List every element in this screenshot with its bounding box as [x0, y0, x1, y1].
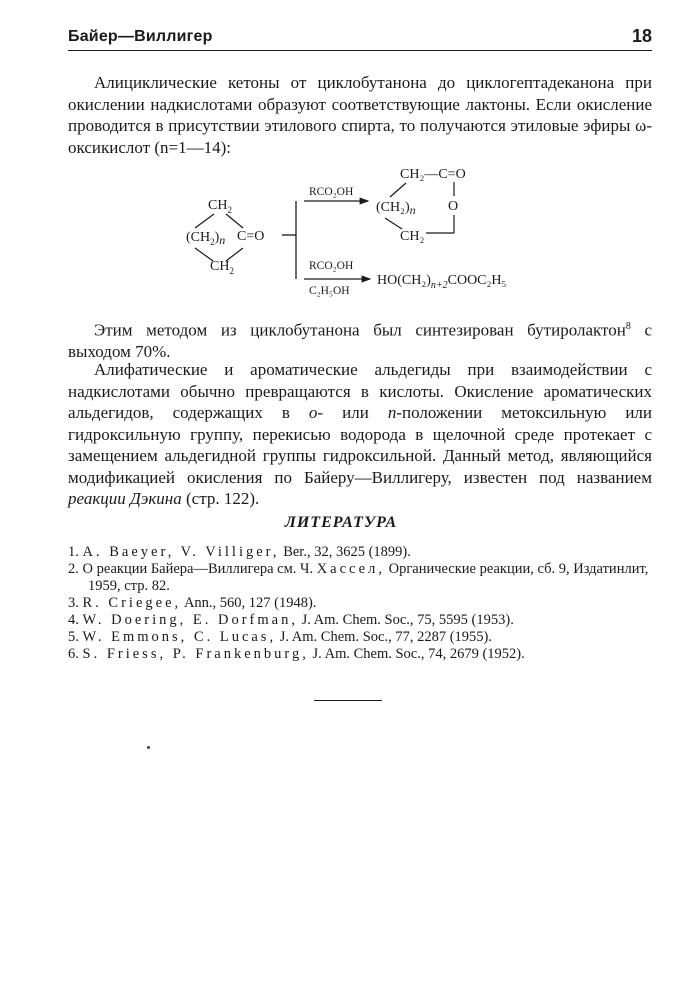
reference-item: 4. W. Doering, E. Dorfman, J. Am. Chem. Soc., 75, 5595 (1953).: [68, 612, 514, 628]
literature-heading: ЛИТЕРАТУРА: [284, 514, 398, 531]
reference-item: 1. A. Baeyer, V. Villiger, Ber., 32, 3625 (1899).: [68, 544, 411, 560]
reference-item: 2. О реакции Байера—Виллигера см. Ч. Хассел, Органические реакции, сб. 9, Издатинлит, 1959, стр. 82.: [68, 561, 649, 594]
end-rule: [314, 700, 382, 701]
reactant-cyclic-ketone: [186, 198, 264, 276]
reference-list: [68, 544, 658, 663]
paragraph-intro: Алициклические кетоны от циклобутанона до циклогептадеканона при окислении надкислотами образуют соответствующие лактоны. Если окисление проводится в присутствии этилового спирта, то получаются этиловые эфиры ω-оксикислот (n=1—14):: [68, 73, 652, 157]
bond-line: [385, 218, 402, 229]
lactone-oxygen: O: [448, 199, 459, 214]
lactone-top: CH₂—C=O: [400, 167, 466, 182]
reactant-bottom-ch2: $CH_2$: [210, 259, 234, 276]
reference-item: 5. W. Emmons, C. Lucas, J. Am. Chem. Soc., 77, 2287 (1955).: [68, 629, 492, 645]
reactant-top-ch2: $CH_2$: [208, 198, 232, 215]
footnote-ref: 8: [625, 321, 631, 332]
running-title: Байер—Виллигер: [68, 28, 213, 45]
lactone-ring-chain: (CH₂)n: [376, 200, 416, 217]
bond-line: [226, 214, 243, 228]
bond-line: [195, 214, 214, 228]
ester-product: $HO(CH_2)_{n+2}COOC_2H_5$: [377, 273, 507, 291]
reference-item: 6. S. Friess, P. Frankenburg, J. Am. Chem. Soc., 74, 2679 (1952).: [68, 646, 525, 662]
bond-line: [390, 183, 406, 197]
lactone-bottom: CH₂: [400, 229, 425, 244]
reagent-upper: RCO₂OH: [309, 186, 354, 198]
reference-item: 3. R. Criegee, Ann., 560, 127 (1948).: [68, 595, 317, 611]
lactone-product: [376, 167, 466, 244]
reactant-carbonyl: C=O: [237, 229, 265, 244]
print-speck: [147, 746, 150, 749]
reaction-scheme: [0, 0, 682, 310]
paragraph-butyrolactone: Этим методом из циклобутанона был синтезирован бутиролактон$^8$ с выходом 70%.: [68, 320, 652, 362]
paragraph-aldehydes: Алифатические и ароматические альдегиды при взаимодействии с надкислотами обычно превращаются в кислоты. Окисление ароматических альдегидов, содержащих в о- или n-положении метоксильную или гидроксильную группу, перекисью водорода в щелочной среде протекает с замещением альдегидной группы гидроксильной. Данный метод, являющийся модификацией окисления по Байеру—Виллигеру, известен под названием реакции Дэкина (стр. 122).: [68, 360, 652, 508]
reagent-lower-bottom: C₂H₅OH: [309, 285, 350, 297]
page-number: 18: [631, 26, 652, 46]
reactant-ring-chain: $(CH_2)n$: [186, 230, 226, 247]
reagent-lower-top: RCO₂OH: [309, 260, 354, 272]
dakin-reaction-term: реакции Дэкина: [68, 489, 182, 508]
